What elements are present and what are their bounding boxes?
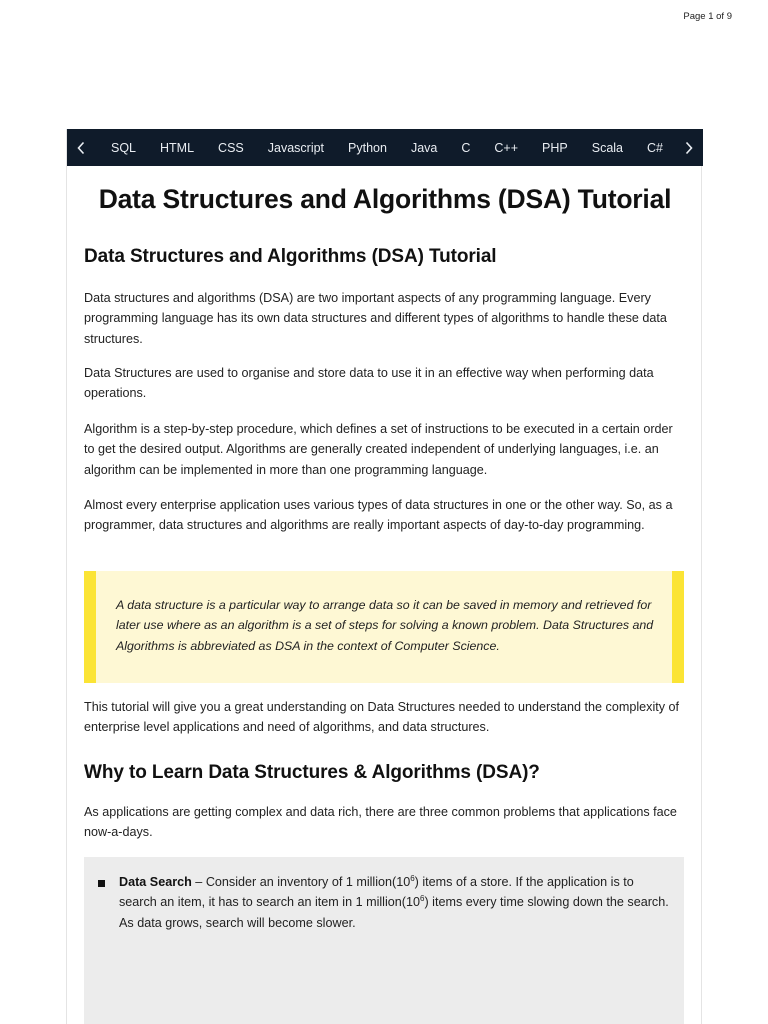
nav-item-c[interactable]: C bbox=[461, 140, 471, 155]
list-item bbox=[119, 872, 671, 933]
nav-item-css[interactable]: CSS bbox=[218, 140, 244, 155]
callout-text: A data structure is a particular way to arrange data so it can be saved in memory and retrieved for later use where as an algorithm is a set of steps for solving a known problem. Data Structures and Algorithms is abbreviated as DSA in the context of Computer Science. bbox=[116, 598, 654, 653]
paragraph: As applications are getting complex and data rich, there are three common problems that applications face now-a-days. bbox=[84, 805, 677, 840]
page-indicator: Page 1 of 9 bbox=[683, 11, 732, 22]
paragraph: This tutorial will give you a great understanding on Data Structures needed to understand the complexity of enterprise level applications and need of algorithms, and data structures. bbox=[84, 700, 680, 735]
bullet-list-box bbox=[84, 857, 684, 1024]
chevron-right-icon bbox=[685, 141, 693, 155]
nav-prev-button[interactable] bbox=[67, 129, 95, 166]
paragraph: Data Structures are used to organise and store data to use it in an effective way when performing data operations. bbox=[84, 366, 654, 401]
paragraph: Data structures and algorithms (DSA) are two important aspects of any programming language. Every programming language has its own data structures and different types of algorithms to handle these data structures. bbox=[84, 291, 667, 346]
nav-item-cpp[interactable]: C++ bbox=[494, 140, 519, 155]
nav-item-php[interactable]: PHP bbox=[542, 140, 568, 155]
list-item-text: – Consider an inventory of 1 million(10 bbox=[191, 875, 411, 889]
list-item-term: Data Search bbox=[119, 875, 192, 889]
language-nav-bar bbox=[67, 129, 703, 166]
superscript: 6 bbox=[420, 894, 425, 904]
superscript: 6 bbox=[410, 873, 415, 883]
nav-item-sql[interactable]: SQL bbox=[111, 140, 137, 155]
nav-items bbox=[95, 141, 675, 155]
section-heading-intro: Data Structures and Algorithms (DSA) Tutorial bbox=[84, 246, 497, 267]
nav-item-python[interactable]: Python bbox=[348, 140, 387, 155]
list-item-text: ) items every time slowing down the search. As data grows, search will become slower. bbox=[119, 895, 669, 930]
callout-box bbox=[84, 571, 684, 683]
list-item-text: ) items of a store. If the application is to search an item, it has to search an item in 1 million(10 bbox=[119, 875, 634, 910]
chevron-left-icon bbox=[77, 141, 85, 155]
page-title: Data Structures and Algorithms (DSA) Tutorial bbox=[98, 184, 672, 214]
nav-item-scala[interactable]: Scala bbox=[591, 140, 624, 155]
paragraph: Algorithm is a step-by-step procedure, which defines a set of instructions to be executed in a certain order to get the desired output. Algorithms are generally created independent of underlying languages, i.e. an algorithm can be implemented in more than one programming language. bbox=[84, 422, 673, 477]
paragraph: Almost every enterprise application uses various types of data structures in one or the other way. So, as a programmer, data structures and algorithms are really important aspects of day-to-day programming. bbox=[84, 498, 673, 533]
content-card bbox=[66, 129, 702, 1024]
nav-item-html[interactable]: HTML bbox=[160, 140, 195, 155]
nav-next-button[interactable] bbox=[675, 129, 703, 166]
square-bullet-icon bbox=[98, 880, 105, 887]
nav-item-javascript[interactable]: Javascript bbox=[267, 140, 325, 155]
nav-item-csharp[interactable]: C# bbox=[647, 140, 663, 155]
nav-item-java[interactable]: Java bbox=[410, 140, 438, 155]
section-heading-why-learn: Why to Learn Data Structures & Algorithms (DSA)? bbox=[84, 762, 540, 783]
